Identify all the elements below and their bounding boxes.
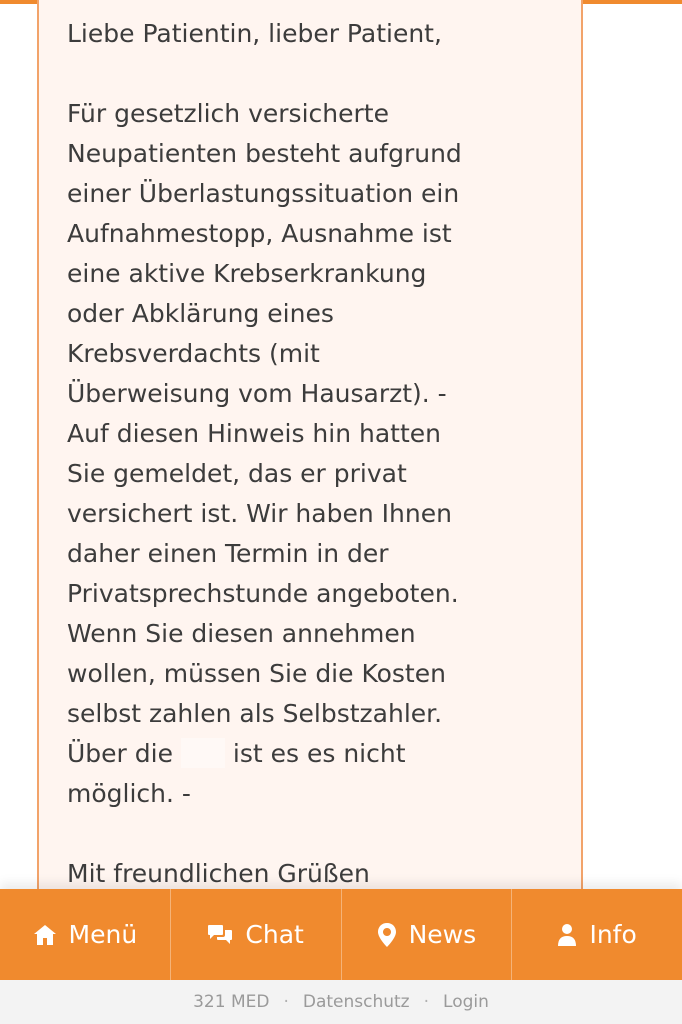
user-icon — [557, 923, 577, 947]
message-card — [37, 0, 583, 900]
message-text — [67, 14, 567, 894]
footer — [0, 980, 682, 1024]
blank-line — [67, 54, 567, 94]
tab-menu-label: Menü — [68, 920, 138, 949]
tab-chat-label: Chat — [245, 920, 304, 949]
home-icon — [33, 924, 57, 946]
chat-icon — [207, 924, 233, 946]
privacy-link[interactable]: Datenschutz — [302, 992, 410, 1012]
footer-separator: · — [283, 992, 289, 1012]
tab-info[interactable] — [512, 889, 682, 980]
message-body-after: ist es es nicht möglich. - — [67, 739, 406, 808]
blank-line — [67, 814, 567, 854]
tab-menu[interactable] — [0, 889, 171, 980]
tab-chat[interactable] — [171, 889, 342, 980]
bottom-tab-bar — [0, 889, 682, 980]
login-link[interactable]: Login — [443, 992, 489, 1012]
tab-info-label: Info — [589, 920, 637, 949]
message-closing: Mit freundlichen Grüßen — [67, 859, 370, 888]
footer-brand: 321 MED — [193, 992, 270, 1012]
footer-separator: · — [423, 992, 430, 1012]
tab-news-label: News — [408, 920, 477, 949]
message-greeting: Liebe Patientin, lieber Patient, — [67, 19, 442, 48]
message-body-before: Für gesetzlich versicherte Neupatienten besteht aufgrund einer Überlastungssituation ein Aufnahmestopp, Ausnahme ist eine aktive Krebserkrankung oder Abklärung eines Krebsverdachts (mit Überweisung vom Hausarzt). - Auf diesen Hinweis hin hatten Sie gemeldet, das er privat versichert ist. Wir haben Ihnen daher einen Termin in der Privatsprechstunde angeboten. Wenn Sie diesen annehmen wollen, müssen Sie die Kosten selbst zahlen als Selbstzahler. Über die — [67, 99, 462, 768]
message-body — [67, 94, 567, 814]
redacted-text — [181, 738, 225, 768]
tab-news[interactable] — [342, 889, 513, 980]
location-pin-icon — [377, 922, 397, 948]
